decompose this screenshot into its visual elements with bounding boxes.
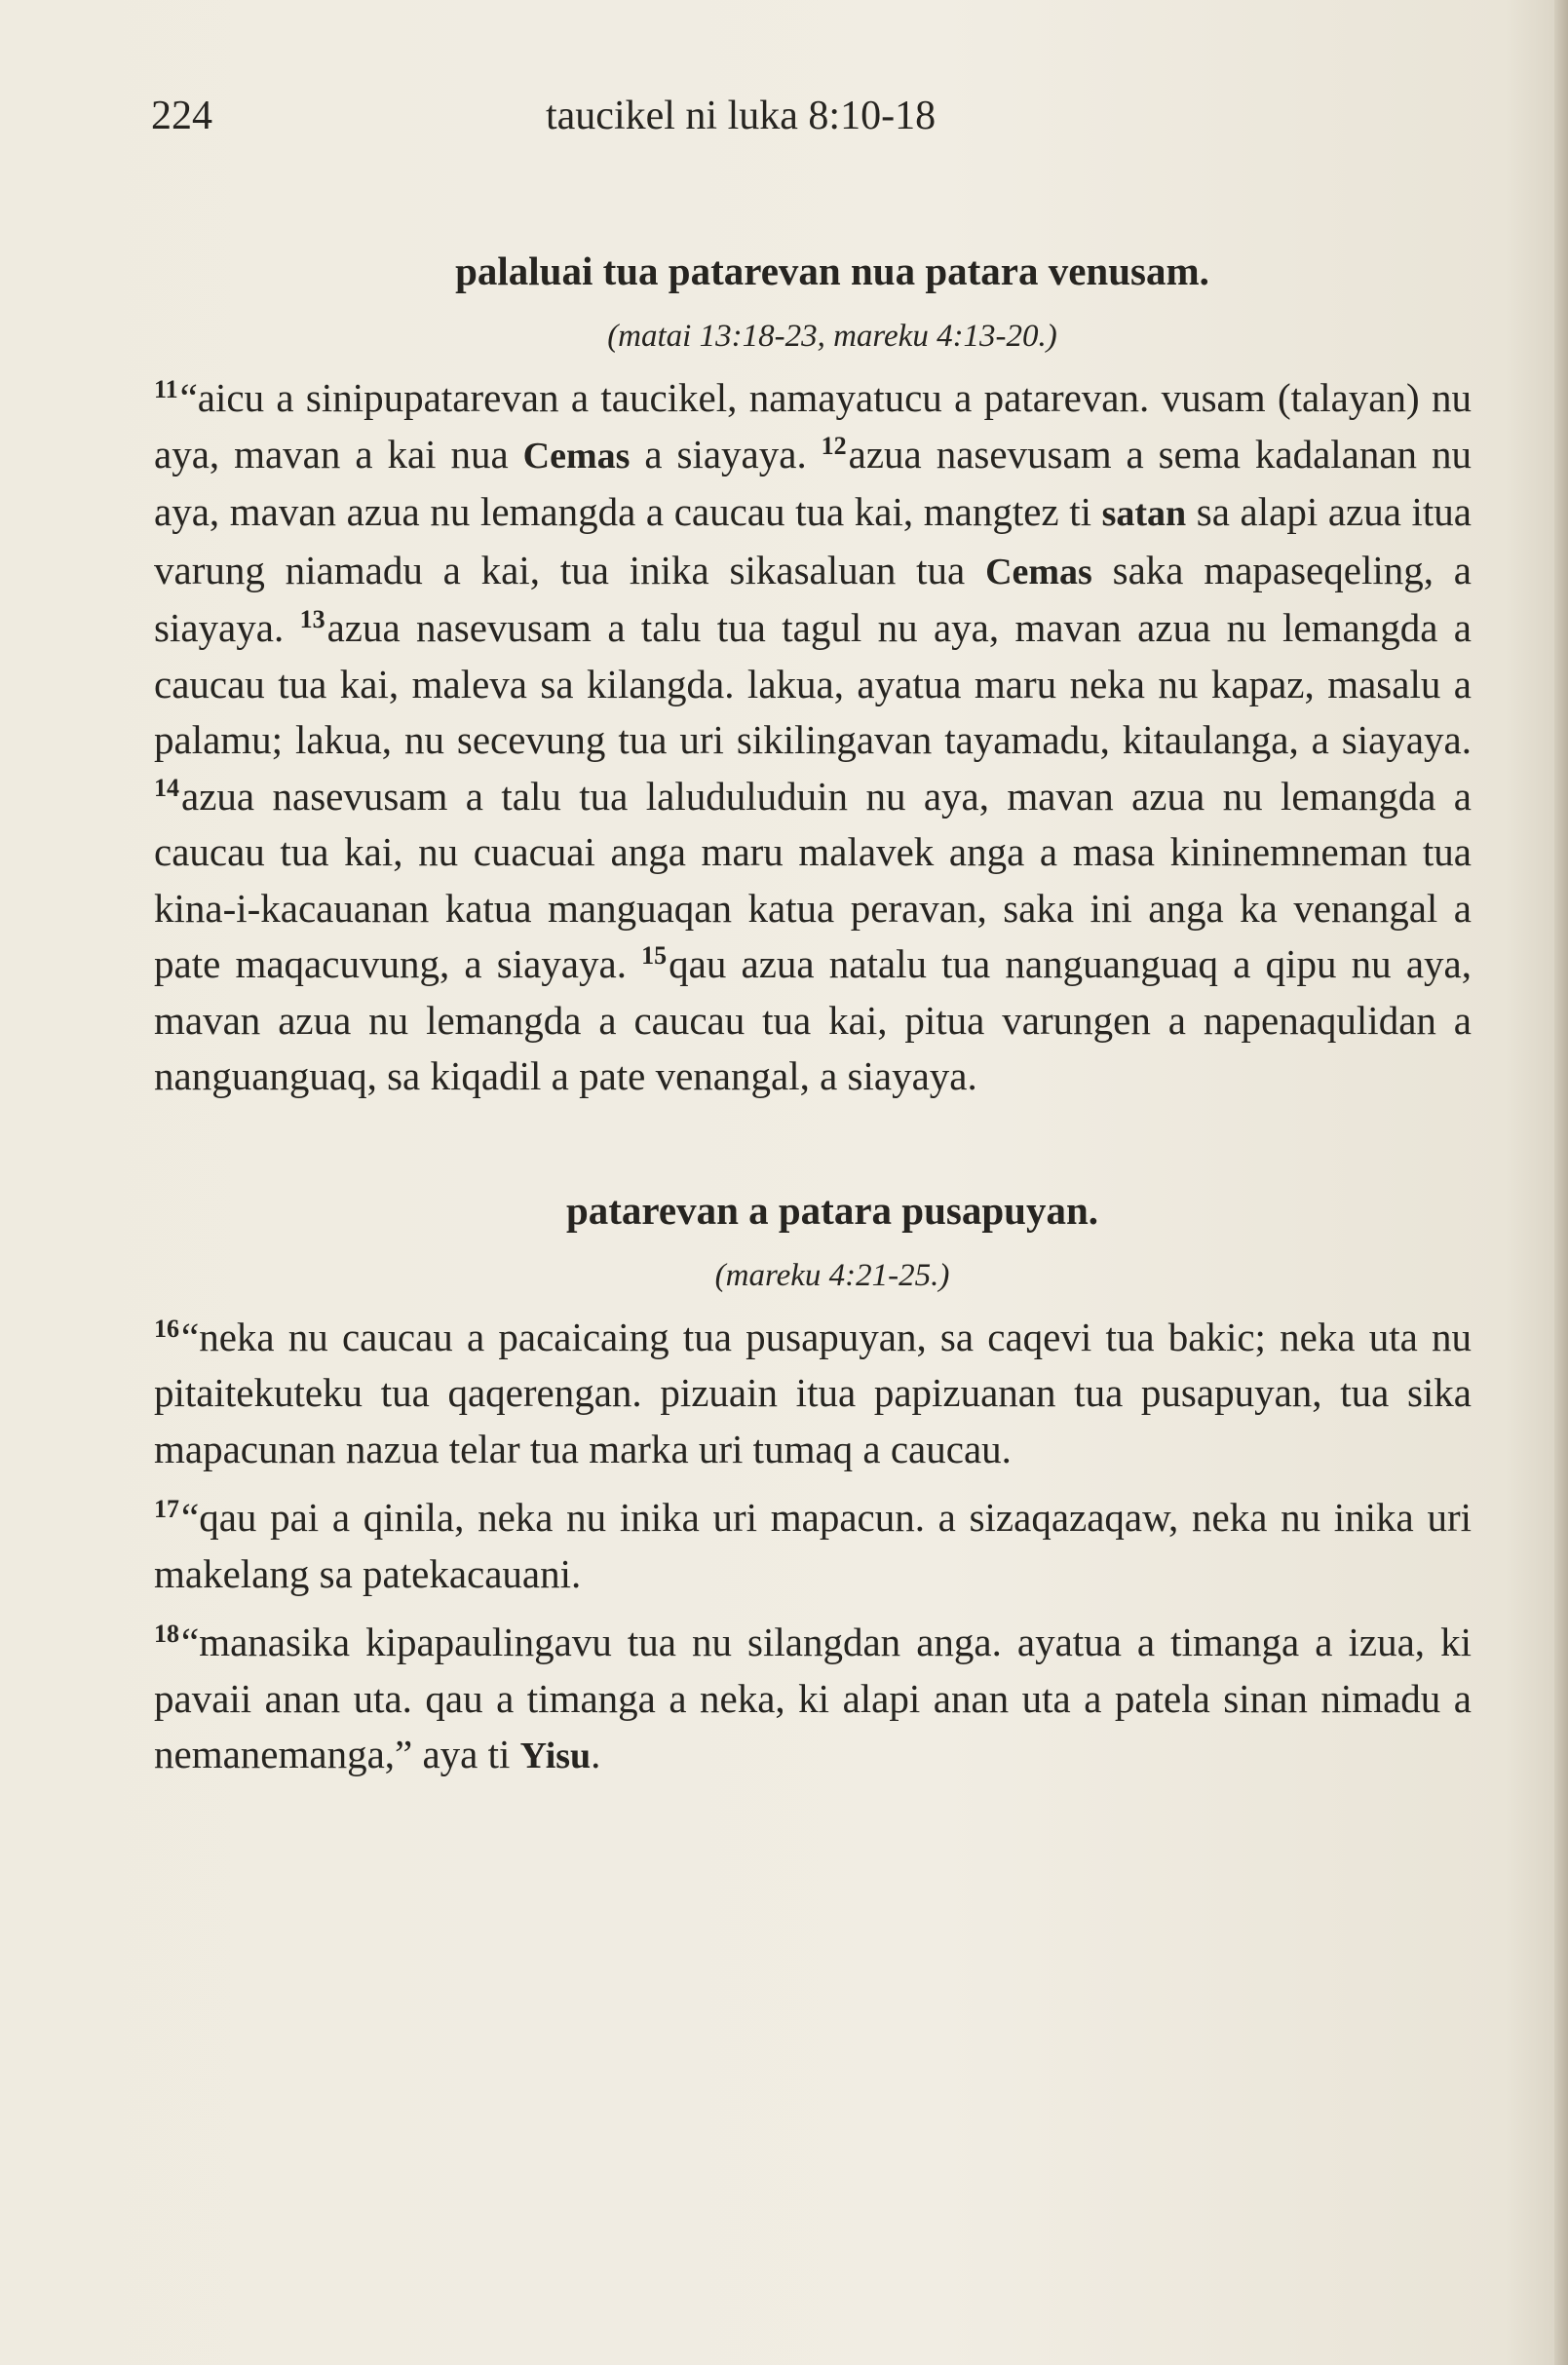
verse-number: 16: [154, 1314, 179, 1343]
verse-text: azua nasevusam a sema kadalanan nu aya, mavan azua nu lemangda a caucau tua kai, mangtez ti: [154, 431, 1472, 534]
paragraph: [154, 1310, 1472, 1478]
verse-text: sa alapi azua itua varung niamadu a kai, tua inika sikasaluan tua: [154, 489, 1472, 592]
verse-number: 12: [821, 431, 847, 460]
page-header: [151, 93, 1467, 151]
verse-text: azua nasevusam a talu tua tagul nu aya, mavan azua nu lemangda a caucau tua kai, maleva sa kilangda. lakua, ayatua maru neka nu kapaz, masalu a palamu; lakua, nu secevung tua uri sikilingavan tayamadu, kitaulanga, a siayaya.: [154, 605, 1472, 762]
verse-number: 14: [154, 773, 179, 802]
paragraph: [154, 1615, 1472, 1785]
page-body: [154, 244, 1472, 1785]
section-2: [154, 1183, 1472, 1785]
proper-name: Cemas: [522, 435, 631, 477]
section-title: patarevan a patara pusapuyan.: [565, 1187, 1099, 1233]
running-head: taucikel ni luka 8:10-18: [546, 94, 937, 138]
verse-text: azua nasevusam a talu tua laluduluduin nu aya, mavan azua nu lemangda a caucau tua kai, nu cuacuai anga maru malavek anga a masa kininemneman tua kina-i-kacauanan katua manguaqan katua peravan, saka ini anga ka venangal a pate maqacuvung, a siayaya.: [154, 773, 1472, 986]
verse-text: “aicu a sinipupatarevan a taucikel, namayatucu a patarevan. vusam (talayan) nu aya, mavan a kai nua: [154, 375, 1472, 477]
verse-number: 17: [154, 1495, 179, 1523]
verse-text: qau azua natalu tua nanguanguaq a qipu nu aya, mavan azua nu lemangda a caucau tua kai, pitua varungen a napenaqulidan a nanguanguaq, sa kiqadil a pate venangal, a siayaya.: [154, 941, 1472, 1098]
verse-text: “neka nu caucau a pacaicaing tua pusapuyan, sa caqevi tua bakic; neka uta nu pitaitekuteku tua qaqerengan. pizuain itua papizuanan tua pusapuyan, tua sika mapacunan nazua telar tua marka uri tumaq a caucau.: [154, 1314, 1472, 1471]
verse-text: saka mapaseqeling, a siayaya.: [154, 547, 1472, 650]
paragraph: [154, 1490, 1472, 1602]
cross-reference: (matai 13:18-23, mareku 4:13-20.): [607, 319, 1057, 354]
proper-name: Yisu: [519, 1736, 592, 1776]
verse-text: “manasika kipapaulingavu tua nu silangdan anga. ayatua a timanga a izua, ki pavaii anan uta. qau a timanga a neka, ki alapi anan uta a patela sinan nimadu a nemanemanga,” aya ti: [154, 1620, 1472, 1776]
verse-text: .: [591, 1732, 601, 1776]
verse-number: 18: [154, 1620, 179, 1648]
page-number: 224: [151, 94, 212, 138]
verse-text: a siayaya.: [630, 431, 822, 477]
page-gutter-shadow: [1554, 0, 1568, 2365]
verse-number: 11: [154, 375, 178, 403]
paragraph: [154, 370, 1472, 1105]
cross-reference: (mareku 4:21-25.): [714, 1257, 950, 1293]
verse-number: 13: [299, 605, 325, 633]
proper-name: Cemas: [985, 551, 1092, 592]
proper-name: satan: [1101, 493, 1187, 534]
section-1: [154, 244, 1472, 1105]
verse-text: “qau pai a qinila, neka nu inika uri mapacun. a sizaqazaqaw, neka nu inika uri makelang sa patekacauani.: [154, 1495, 1472, 1596]
verse-number: 15: [641, 941, 668, 970]
section-title: palaluai tua patarevan nua patara venusam.: [455, 248, 1209, 293]
